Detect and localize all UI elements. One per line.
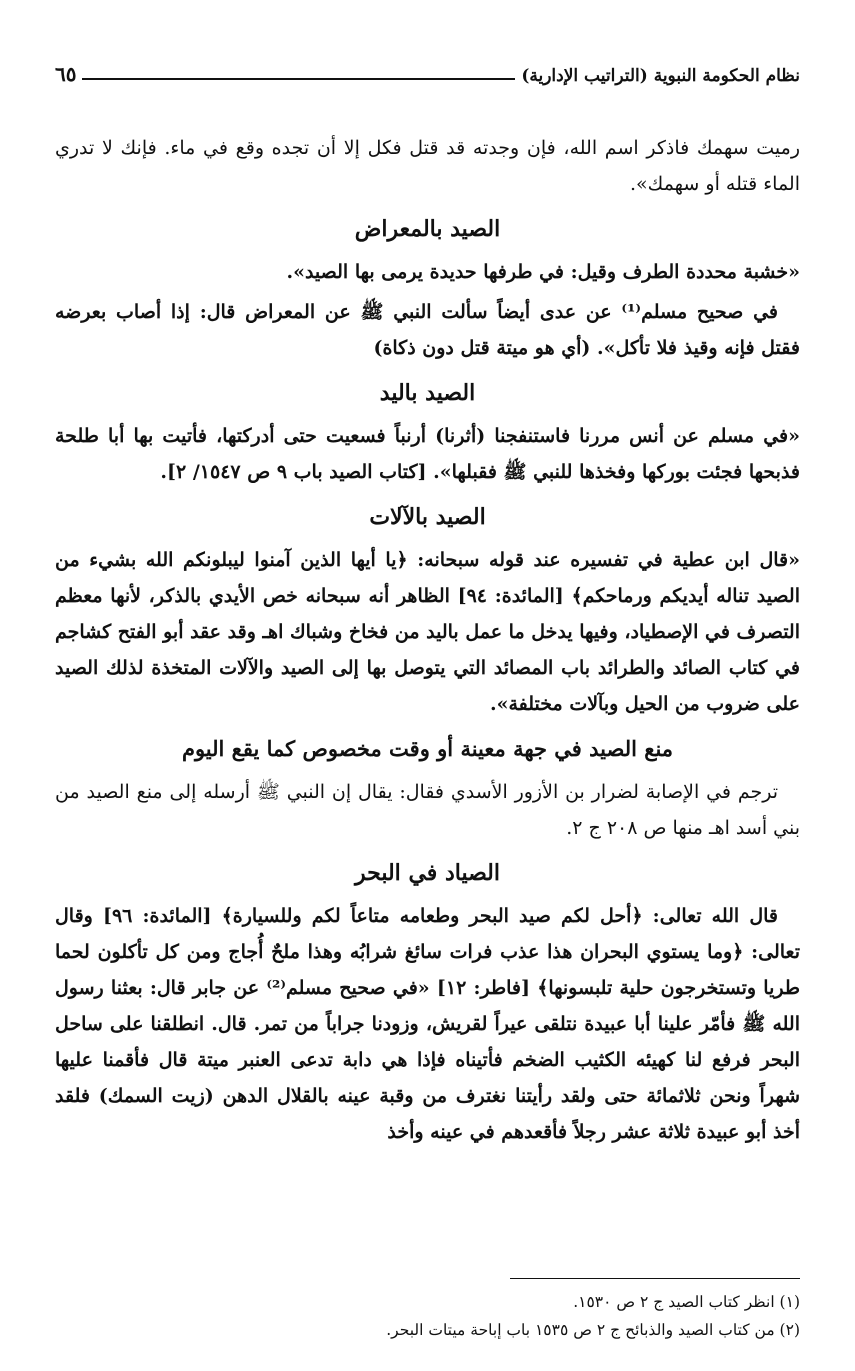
paragraph-miraad-hadith: في صحيح مسلم⁽¹⁾ عن عدى أيضاً سألت النبي ﷺ عن المعراض قال: إذا أصاب بعرضه فقتل فإنه وقيذ فلا تأكل». (أي هو ميتة قتل دون ذكاة)	[55, 301, 800, 359]
paragraph-hand-hadith: «في مسلم عن أنس مررنا فاستنفجنا (أثرنا) أرنباً فسعيت حتى أدركتها، فأتيت بها أبا طلحة فذبحها فجئت بوركها وفخذها للنبي ﷺ فقبلها». [كتاب الصيد باب ٩ ص ١٥٤٧/ ٢].	[55, 425, 800, 483]
section-heading-restriction: منع الصيد في جهة معينة أو وقت مخصوص كما يقع اليوم	[181, 736, 674, 761]
footnotes	[55, 1288, 800, 1344]
paragraph-sea: قال الله تعالى: ﴿أحل لكم صيد البحر وطعامه متاعاً لكم وللسيارة﴾ [المائدة: ٩٦] وقال تعالى: ﴿وما يستوي البحران هذا عذب فرات سائغ شرابُه وهذا ملحٌ أُجاج ومن كل تأكلون لحما طريا وتستخرجون حلية تلبسونها﴾ [فاطر: ١٢] «في صحيح مسلم⁽²⁾ عن جابر قال: بعثنا رسول الله ﷺ فأمّر علينا أبا عبيدة نتلقى عيراً لقريش، وزودنا جراباً من تمر. قال. انطلقنا على ساحل البحر فرفع لنا كهيئه الكثيب الضخم فأتيناه فإذا هي دابة تدعى العنبر ميتة قال فأقمنا عليها شهراً ونحن ثلاثمائة حتى ولقد رأيتنا نغترف من وقبة عينه بالقلال الدهن (زيت السمك) فلقد أخذ أبو عبيدة ثلاثة عشر رجلاً فأقعدهم في عينه وأخذ	[55, 905, 800, 1143]
section-heading-tools: الصيد بالآلات	[369, 504, 486, 530]
page-body	[55, 130, 800, 1154]
running-header	[55, 56, 800, 86]
header-rule	[82, 78, 515, 80]
paragraph-tools: «قال ابن عطية في تفسيره عند قوله سبحانه: ﴿يا أيها الذين آمنوا ليبلونكم الله بشيء من الصيد تناله أيديكم ورماحكم﴾ [المائدة: ٩٤] الظاهر أنه سبحانه خص الأيدي بالذكر، لأنها معظم التصرف في الإصطياد، وفيها يدخل ما عمل باليد من فخاخ وشباك اهـ وقد عقد أبو الفتح كشاجم في كتاب الصائد والطرائد باب المصائد التي يتوصل بها إلى الصيد والآلات المتخذة لذلك الصيد على ضروب من الحيل وبآلات مختلفة».	[55, 549, 800, 715]
paragraph-restriction: ترجم في الإصابة لضرار بن الأزور الأسدي فقال: يقال إن النبي ﷺ أرسله إلى منع الصيد من بني أسد اهـ منها ص ٢٠٨ ج ٢.	[55, 781, 800, 839]
section-heading-sea: الصياد في البحر	[355, 860, 500, 886]
section-heading-miraad: الصيد بالمعراض	[354, 216, 501, 242]
paragraph-miraad-definition: «خشبة محددة الطرف وقيل: في طرفها حديدة يرمى بها الصيد».	[286, 261, 800, 283]
section-heading-hand: الصيد باليد	[379, 380, 476, 406]
running-title: نظام الحكومة النبوية (التراتيب الإدارية)	[521, 66, 800, 86]
footnote-2: (٢) من كتاب الصيد والذبائح ج ٢ ص ١٥٣٥ باب إباحة ميتات البحر.	[386, 1321, 800, 1339]
footnote-1: (١) انظر كتاب الصيد ج ٢ ص ١٥٣٠.	[573, 1293, 800, 1311]
page-number: ٦٥	[55, 62, 77, 86]
footnote-divider	[510, 1278, 800, 1279]
paragraph-intro: رميت سهمك فاذكر اسم الله، فإن وجدته قد قتل فكل إلا أن تجده وقع في ماء. فإنك لا تدري الماء قتله أو سهمك».	[55, 137, 800, 195]
